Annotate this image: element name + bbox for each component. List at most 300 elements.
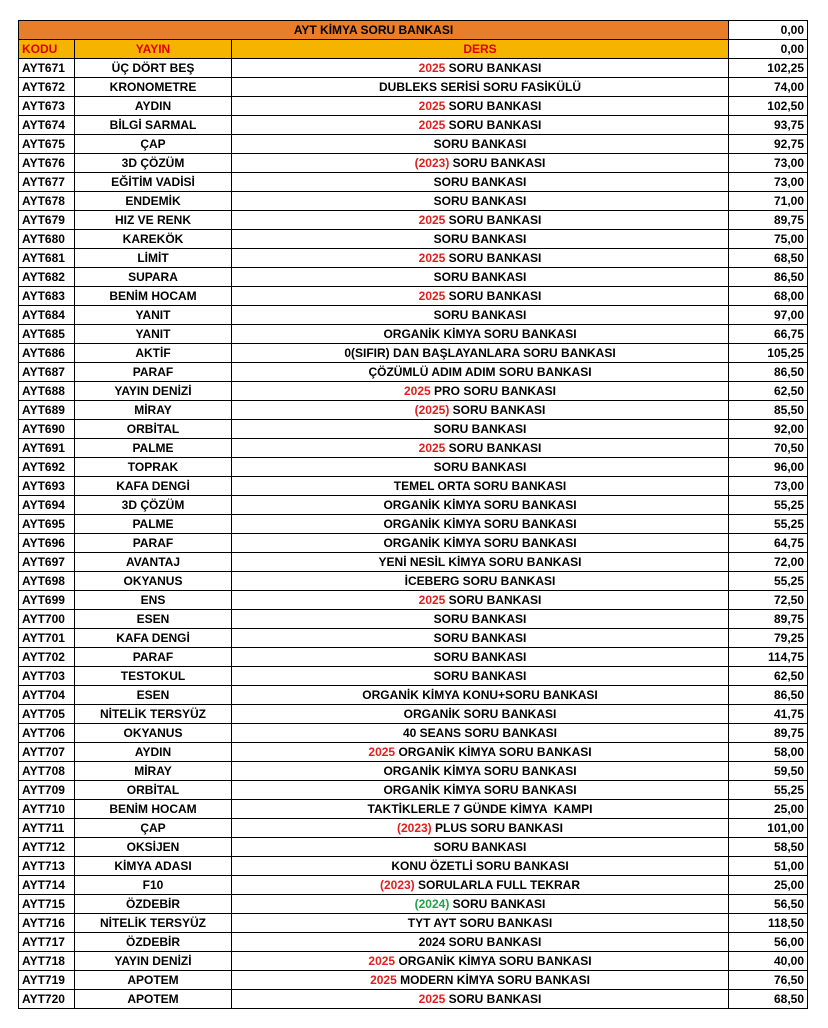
- row-ders: [232, 173, 729, 192]
- row-ders-highlight: 2025: [418, 98, 446, 113]
- row-ders-highlight: 2025: [418, 288, 446, 303]
- row-yayin: YAYIN DENİZİ: [75, 382, 232, 401]
- row-ders: [232, 971, 729, 990]
- table-row: [19, 477, 808, 496]
- row-ders: [232, 781, 729, 800]
- table-row: [19, 116, 808, 135]
- row-kodu: AYT694: [19, 496, 75, 515]
- row-ders-highlight: 2025: [368, 953, 396, 968]
- row-fiyat: 66,75: [729, 325, 808, 344]
- header-ders: DERS: [232, 40, 729, 59]
- row-ders: [232, 59, 729, 78]
- row-kodu: AYT719: [19, 971, 75, 990]
- row-kodu: AYT712: [19, 838, 75, 857]
- row-ders-text: ORGANİK KİMYA SORU BANKASI: [395, 744, 592, 759]
- table-row: [19, 230, 808, 249]
- row-ders: [232, 857, 729, 876]
- row-kodu: AYT683: [19, 287, 75, 306]
- row-kodu: AYT680: [19, 230, 75, 249]
- row-yayin: BİLGİ SARMAL: [75, 116, 232, 135]
- row-ders-text: SORU BANKASI: [433, 269, 527, 284]
- row-fiyat: 89,75: [729, 724, 808, 743]
- table-row: [19, 895, 808, 914]
- row-kodu: AYT704: [19, 686, 75, 705]
- row-ders-text: 0(SIFIR) DAN BAŞLAYANLARA SORU BANKASI: [344, 345, 616, 360]
- row-fiyat: 56,50: [729, 895, 808, 914]
- row-ders: [232, 534, 729, 553]
- row-ders-text: ORGANİK KİMYA SORU BANKASI: [383, 497, 577, 512]
- row-fiyat: 40,00: [729, 952, 808, 971]
- row-ders: [232, 78, 729, 97]
- row-yayin: KAFA DENGİ: [75, 477, 232, 496]
- row-fiyat: 75,00: [729, 230, 808, 249]
- row-fiyat: 89,75: [729, 610, 808, 629]
- table-row: [19, 382, 808, 401]
- row-ders: [232, 800, 729, 819]
- row-yayin: PALME: [75, 439, 232, 458]
- row-ders: [232, 496, 729, 515]
- row-fiyat: 101,00: [729, 819, 808, 838]
- row-yayin: NİTELİK TERSYÜZ: [75, 705, 232, 724]
- row-yayin: ÇAP: [75, 819, 232, 838]
- row-yayin: NİTELİK TERSYÜZ: [75, 914, 232, 933]
- row-fiyat: 71,00: [729, 192, 808, 211]
- row-ders-text: ORGANİK SORU BANKASI: [403, 706, 557, 721]
- row-yayin: PALME: [75, 515, 232, 534]
- table-row: [19, 553, 808, 572]
- table-row: [19, 933, 808, 952]
- row-yayin: AYDIN: [75, 743, 232, 762]
- table-row: [19, 952, 808, 971]
- row-kodu: AYT684: [19, 306, 75, 325]
- row-yayin: LİMİT: [75, 249, 232, 268]
- row-ders-text: SORU BANKASI: [445, 288, 542, 303]
- row-ders-text: SORU BANKASI: [433, 649, 527, 664]
- row-ders-highlight: 2025: [418, 250, 446, 265]
- row-yayin: BENİM HOCAM: [75, 287, 232, 306]
- row-yayin: YAYIN DENİZİ: [75, 952, 232, 971]
- row-ders: [232, 553, 729, 572]
- row-kodu: AYT717: [19, 933, 75, 952]
- row-yayin: ÇAP: [75, 135, 232, 154]
- row-ders-text: SORU BANKASI: [445, 117, 542, 132]
- row-ders-text: 40 SEANS SORU BANKASI: [402, 725, 558, 740]
- row-ders-text: SORU BANKASI: [433, 839, 527, 854]
- row-ders: [232, 97, 729, 116]
- row-kodu: AYT692: [19, 458, 75, 477]
- row-kodu: AYT713: [19, 857, 75, 876]
- row-yayin: 3D ÇÖZÜM: [75, 154, 232, 173]
- row-kodu: AYT690: [19, 420, 75, 439]
- row-ders-text: YENİ NESİL KİMYA SORU BANKASI: [378, 554, 582, 569]
- row-ders-highlight: 2025: [418, 117, 446, 132]
- row-ders: [232, 952, 729, 971]
- table-row: [19, 724, 808, 743]
- row-ders-highlight: (2023): [414, 155, 450, 170]
- row-ders: [232, 325, 729, 344]
- row-yayin: ORBİTAL: [75, 781, 232, 800]
- row-ders-text: İCEBERG SORU BANKASI: [404, 573, 556, 588]
- row-ders-text: 2024 SORU BANKASI: [418, 934, 542, 949]
- row-fiyat: 73,00: [729, 173, 808, 192]
- row-fiyat: 86,50: [729, 268, 808, 287]
- row-ders: [232, 306, 729, 325]
- row-yayin: KAFA DENGİ: [75, 629, 232, 648]
- table-row: [19, 762, 808, 781]
- row-ders: [232, 591, 729, 610]
- row-yayin: ENDEMİK: [75, 192, 232, 211]
- row-ders-text: SORU BANKASI: [433, 174, 527, 189]
- row-fiyat: 58,50: [729, 838, 808, 857]
- row-kodu: AYT716: [19, 914, 75, 933]
- row-ders: [232, 895, 729, 914]
- row-fiyat: 73,00: [729, 477, 808, 496]
- table-row: [19, 743, 808, 762]
- row-ders: [232, 990, 729, 1009]
- row-kodu: AYT708: [19, 762, 75, 781]
- row-ders-text: SORU BANKASI: [445, 991, 542, 1006]
- row-fiyat: 59,50: [729, 762, 808, 781]
- row-ders: [232, 439, 729, 458]
- row-ders: [232, 876, 729, 895]
- row-ders-text: SORU BANKASI: [445, 60, 542, 75]
- table-row: [19, 610, 808, 629]
- row-ders-highlight: (2023): [396, 820, 432, 835]
- row-fiyat: 79,25: [729, 629, 808, 648]
- row-fiyat: 25,00: [729, 876, 808, 895]
- row-ders: [232, 477, 729, 496]
- row-fiyat: 74,00: [729, 78, 808, 97]
- row-kodu: AYT699: [19, 591, 75, 610]
- row-kodu: AYT678: [19, 192, 75, 211]
- row-ders: [232, 743, 729, 762]
- row-ders: [232, 629, 729, 648]
- table-row: [19, 306, 808, 325]
- table-row: [19, 192, 808, 211]
- row-yayin: ESEN: [75, 610, 232, 629]
- row-fiyat: 102,50: [729, 97, 808, 116]
- row-yayin: OKSİJEN: [75, 838, 232, 857]
- row-kodu: AYT673: [19, 97, 75, 116]
- row-fiyat: 62,50: [729, 382, 808, 401]
- table-row: [19, 857, 808, 876]
- row-ders: [232, 724, 729, 743]
- row-ders: [232, 401, 729, 420]
- row-kodu: AYT681: [19, 249, 75, 268]
- row-kodu: AYT676: [19, 154, 75, 173]
- row-ders-text: SORU BANKASI: [445, 212, 542, 227]
- row-ders-text: SORU BANKASI: [433, 193, 527, 208]
- row-fiyat: 68,50: [729, 249, 808, 268]
- table-row: [19, 686, 808, 705]
- row-ders: [232, 135, 729, 154]
- row-ders-highlight: 2025: [403, 383, 431, 398]
- table-row: [19, 705, 808, 724]
- row-kodu: AYT697: [19, 553, 75, 572]
- row-ders: [232, 230, 729, 249]
- table-row: [19, 667, 808, 686]
- row-fiyat: 56,00: [729, 933, 808, 952]
- row-yayin: ÜÇ DÖRT BEŞ: [75, 59, 232, 78]
- row-ders-highlight: (2023): [379, 877, 415, 892]
- row-fiyat: 55,25: [729, 515, 808, 534]
- row-fiyat: 72,50: [729, 591, 808, 610]
- row-yayin: F10: [75, 876, 232, 895]
- row-yayin: AKTİF: [75, 344, 232, 363]
- row-yayin: MİRAY: [75, 401, 232, 420]
- row-kodu: AYT696: [19, 534, 75, 553]
- table-row: [19, 154, 808, 173]
- row-fiyat: 62,50: [729, 667, 808, 686]
- table-row: [19, 819, 808, 838]
- table-row: [19, 59, 808, 78]
- row-yayin: ENS: [75, 591, 232, 610]
- row-kodu: AYT675: [19, 135, 75, 154]
- row-ders: [232, 420, 729, 439]
- table-row: [19, 800, 808, 819]
- row-fiyat: 68,50: [729, 990, 808, 1009]
- row-ders: [232, 363, 729, 382]
- row-ders-text: SORU BANKASI: [449, 896, 546, 911]
- row-ders-text: SORU BANKASI: [445, 440, 542, 455]
- row-yayin: YANIT: [75, 306, 232, 325]
- row-ders-text: DUBLEKS SERİSİ SORU FASİKÜLÜ: [378, 79, 582, 94]
- row-ders-text: ORGANİK KİMYA SORU BANKASI: [395, 953, 592, 968]
- row-fiyat: 64,75: [729, 534, 808, 553]
- row-fiyat: 72,00: [729, 553, 808, 572]
- row-fiyat: 105,25: [729, 344, 808, 363]
- row-kodu: AYT706: [19, 724, 75, 743]
- row-ders: [232, 344, 729, 363]
- table-row: [19, 838, 808, 857]
- row-ders: [232, 192, 729, 211]
- table-row: [19, 914, 808, 933]
- row-fiyat: 89,75: [729, 211, 808, 230]
- row-ders-text: TEMEL ORTA SORU BANKASI: [393, 478, 567, 493]
- row-ders-text: SORU BANKASI: [433, 421, 527, 436]
- table-row: [19, 534, 808, 553]
- row-fiyat: 92,00: [729, 420, 808, 439]
- row-ders-text: TAKTİKLERLE 7 GÜNDE KİMYA KAMPI: [367, 801, 593, 816]
- row-kodu: AYT674: [19, 116, 75, 135]
- row-kodu: AYT703: [19, 667, 75, 686]
- table-row: [19, 401, 808, 420]
- row-yayin: OKYANUS: [75, 572, 232, 591]
- row-ders-text: SORU BANKASI: [445, 250, 542, 265]
- row-fiyat: 68,00: [729, 287, 808, 306]
- row-ders: [232, 287, 729, 306]
- row-kodu: AYT698: [19, 572, 75, 591]
- row-yayin: TOPRAK: [75, 458, 232, 477]
- row-fiyat: 55,25: [729, 781, 808, 800]
- row-ders: [232, 382, 729, 401]
- table-row: [19, 287, 808, 306]
- row-kodu: AYT672: [19, 78, 75, 97]
- row-kodu: AYT710: [19, 800, 75, 819]
- row-ders-text: SORU BANKASI: [433, 231, 527, 246]
- table-row: [19, 971, 808, 990]
- row-ders: [232, 762, 729, 781]
- row-fiyat: 25,00: [729, 800, 808, 819]
- table-row: [19, 591, 808, 610]
- row-yayin: APOTEM: [75, 990, 232, 1009]
- table-row: [19, 648, 808, 667]
- row-ders-text: SORULARLA FULL TEKRAR: [414, 877, 580, 892]
- row-ders-text: ORGANİK KİMYA SORU BANKASI: [383, 535, 577, 550]
- table-row: [19, 572, 808, 591]
- row-kodu: AYT707: [19, 743, 75, 762]
- row-yayin: KAREKÖK: [75, 230, 232, 249]
- table-row: [19, 249, 808, 268]
- row-yayin: APOTEM: [75, 971, 232, 990]
- row-fiyat: 85,50: [729, 401, 808, 420]
- row-ders: [232, 819, 729, 838]
- row-kodu: AYT688: [19, 382, 75, 401]
- row-kodu: AYT689: [19, 401, 75, 420]
- row-yayin: YANIT: [75, 325, 232, 344]
- row-kodu: AYT691: [19, 439, 75, 458]
- row-fiyat: 118,50: [729, 914, 808, 933]
- row-fiyat: 92,75: [729, 135, 808, 154]
- row-yayin: BENİM HOCAM: [75, 800, 232, 819]
- table-row: [19, 135, 808, 154]
- row-ders-text: MODERN KİMYA SORU BANKASI: [396, 972, 590, 987]
- row-ders-text: ORGANİK KİMYA KONU+SORU BANKASI: [362, 687, 598, 702]
- row-ders: [232, 838, 729, 857]
- header-row: [19, 40, 808, 59]
- row-ders-text: SORU BANKASI: [433, 307, 527, 322]
- row-ders: [232, 667, 729, 686]
- header-yayin: YAYIN: [75, 40, 232, 59]
- table-row: [19, 876, 808, 895]
- row-ders: [232, 515, 729, 534]
- row-ders-highlight: 2025: [418, 60, 446, 75]
- row-ders-text: KONU ÖZETLİ SORU BANKASI: [391, 858, 569, 873]
- row-kodu: AYT718: [19, 952, 75, 971]
- row-fiyat: 102,25: [729, 59, 808, 78]
- row-ders-text: SORU BANKASI: [445, 592, 542, 607]
- row-ders-highlight: 2025: [370, 972, 397, 987]
- row-kodu: AYT714: [19, 876, 75, 895]
- row-yayin: PARAF: [75, 648, 232, 667]
- header-kodu: KODU: [19, 40, 75, 59]
- row-ders-text: SORU BANKASI: [433, 459, 527, 474]
- table-row: [19, 344, 808, 363]
- row-ders-text: ORGANİK KİMYA SORU BANKASI: [383, 782, 577, 797]
- row-ders-highlight: (2024): [414, 896, 450, 911]
- row-ders-highlight: 2025: [418, 212, 446, 227]
- row-yayin: ÖZDEBİR: [75, 933, 232, 952]
- row-ders-text: ORGANİK KİMYA SORU BANKASI: [383, 516, 577, 531]
- header-value: 0,00: [729, 40, 808, 59]
- row-fiyat: 96,00: [729, 458, 808, 477]
- row-ders: [232, 686, 729, 705]
- table-row: [19, 363, 808, 382]
- row-ders-text: SORU BANKASI: [433, 136, 527, 151]
- row-ders-text: SORU BANKASI: [433, 668, 527, 683]
- table-row: [19, 990, 808, 1009]
- row-kodu: AYT679: [19, 211, 75, 230]
- row-ders-text: ORGANİK KİMYA SORU BANKASI: [383, 763, 577, 778]
- row-kodu: AYT687: [19, 363, 75, 382]
- row-ders-text: SORU BANKASI: [433, 611, 527, 626]
- row-yayin: SUPARA: [75, 268, 232, 287]
- table-row: [19, 420, 808, 439]
- price-table: [18, 20, 808, 1009]
- row-kodu: AYT705: [19, 705, 75, 724]
- row-ders-text: SORU BANKASI: [449, 402, 546, 417]
- sheet-title: AYT KİMYA SORU BANKASI: [19, 21, 729, 40]
- row-fiyat: 86,50: [729, 363, 808, 382]
- row-kodu: AYT693: [19, 477, 75, 496]
- row-ders-text: TYT AYT SORU BANKASI: [407, 915, 553, 930]
- title-value: 0,00: [729, 21, 808, 40]
- row-fiyat: 41,75: [729, 705, 808, 724]
- table-row: [19, 781, 808, 800]
- row-ders: [232, 914, 729, 933]
- row-kodu: AYT701: [19, 629, 75, 648]
- table-row: [19, 268, 808, 287]
- row-fiyat: 58,00: [729, 743, 808, 762]
- row-ders: [232, 933, 729, 952]
- table-row: [19, 439, 808, 458]
- row-yayin: KİMYA ADASI: [75, 857, 232, 876]
- row-ders-text: SORU BANKASI: [433, 630, 527, 645]
- row-fiyat: 55,25: [729, 496, 808, 515]
- row-ders-text: PLUS SORU BANKASI: [431, 820, 564, 835]
- row-kodu: AYT685: [19, 325, 75, 344]
- title-row: [19, 21, 808, 40]
- row-yayin: 3D ÇÖZÜM: [75, 496, 232, 515]
- table-row: [19, 211, 808, 230]
- row-yayin: HIZ VE RENK: [75, 211, 232, 230]
- row-yayin: ORBİTAL: [75, 420, 232, 439]
- row-kodu: AYT709: [19, 781, 75, 800]
- row-fiyat: 73,00: [729, 154, 808, 173]
- row-ders-highlight: 2025: [418, 592, 446, 607]
- row-kodu: AYT686: [19, 344, 75, 363]
- table-row: [19, 78, 808, 97]
- row-kodu: AYT671: [19, 59, 75, 78]
- row-yayin: AVANTAJ: [75, 553, 232, 572]
- row-ders: [232, 458, 729, 477]
- table-row: [19, 458, 808, 477]
- row-ders: [232, 705, 729, 724]
- row-ders: [232, 116, 729, 135]
- row-fiyat: 70,50: [729, 439, 808, 458]
- row-kodu: AYT695: [19, 515, 75, 534]
- row-yayin: MİRAY: [75, 762, 232, 781]
- row-kodu: AYT715: [19, 895, 75, 914]
- row-fiyat: 76,50: [729, 971, 808, 990]
- row-kodu: AYT682: [19, 268, 75, 287]
- row-ders-text: SORU BANKASI: [449, 155, 546, 170]
- row-yayin: PARAF: [75, 534, 232, 553]
- row-ders-text: PRO SORU BANKASI: [430, 383, 557, 398]
- row-fiyat: 93,75: [729, 116, 808, 135]
- row-ders: [232, 572, 729, 591]
- row-ders-text: SORU BANKASI: [445, 98, 542, 113]
- table-row: [19, 496, 808, 515]
- table-row: [19, 325, 808, 344]
- row-yayin: ÖZDEBİR: [75, 895, 232, 914]
- table-row: [19, 173, 808, 192]
- row-ders: [232, 648, 729, 667]
- table-row: [19, 97, 808, 116]
- row-yayin: ESEN: [75, 686, 232, 705]
- row-ders: [232, 249, 729, 268]
- table-row: [19, 515, 808, 534]
